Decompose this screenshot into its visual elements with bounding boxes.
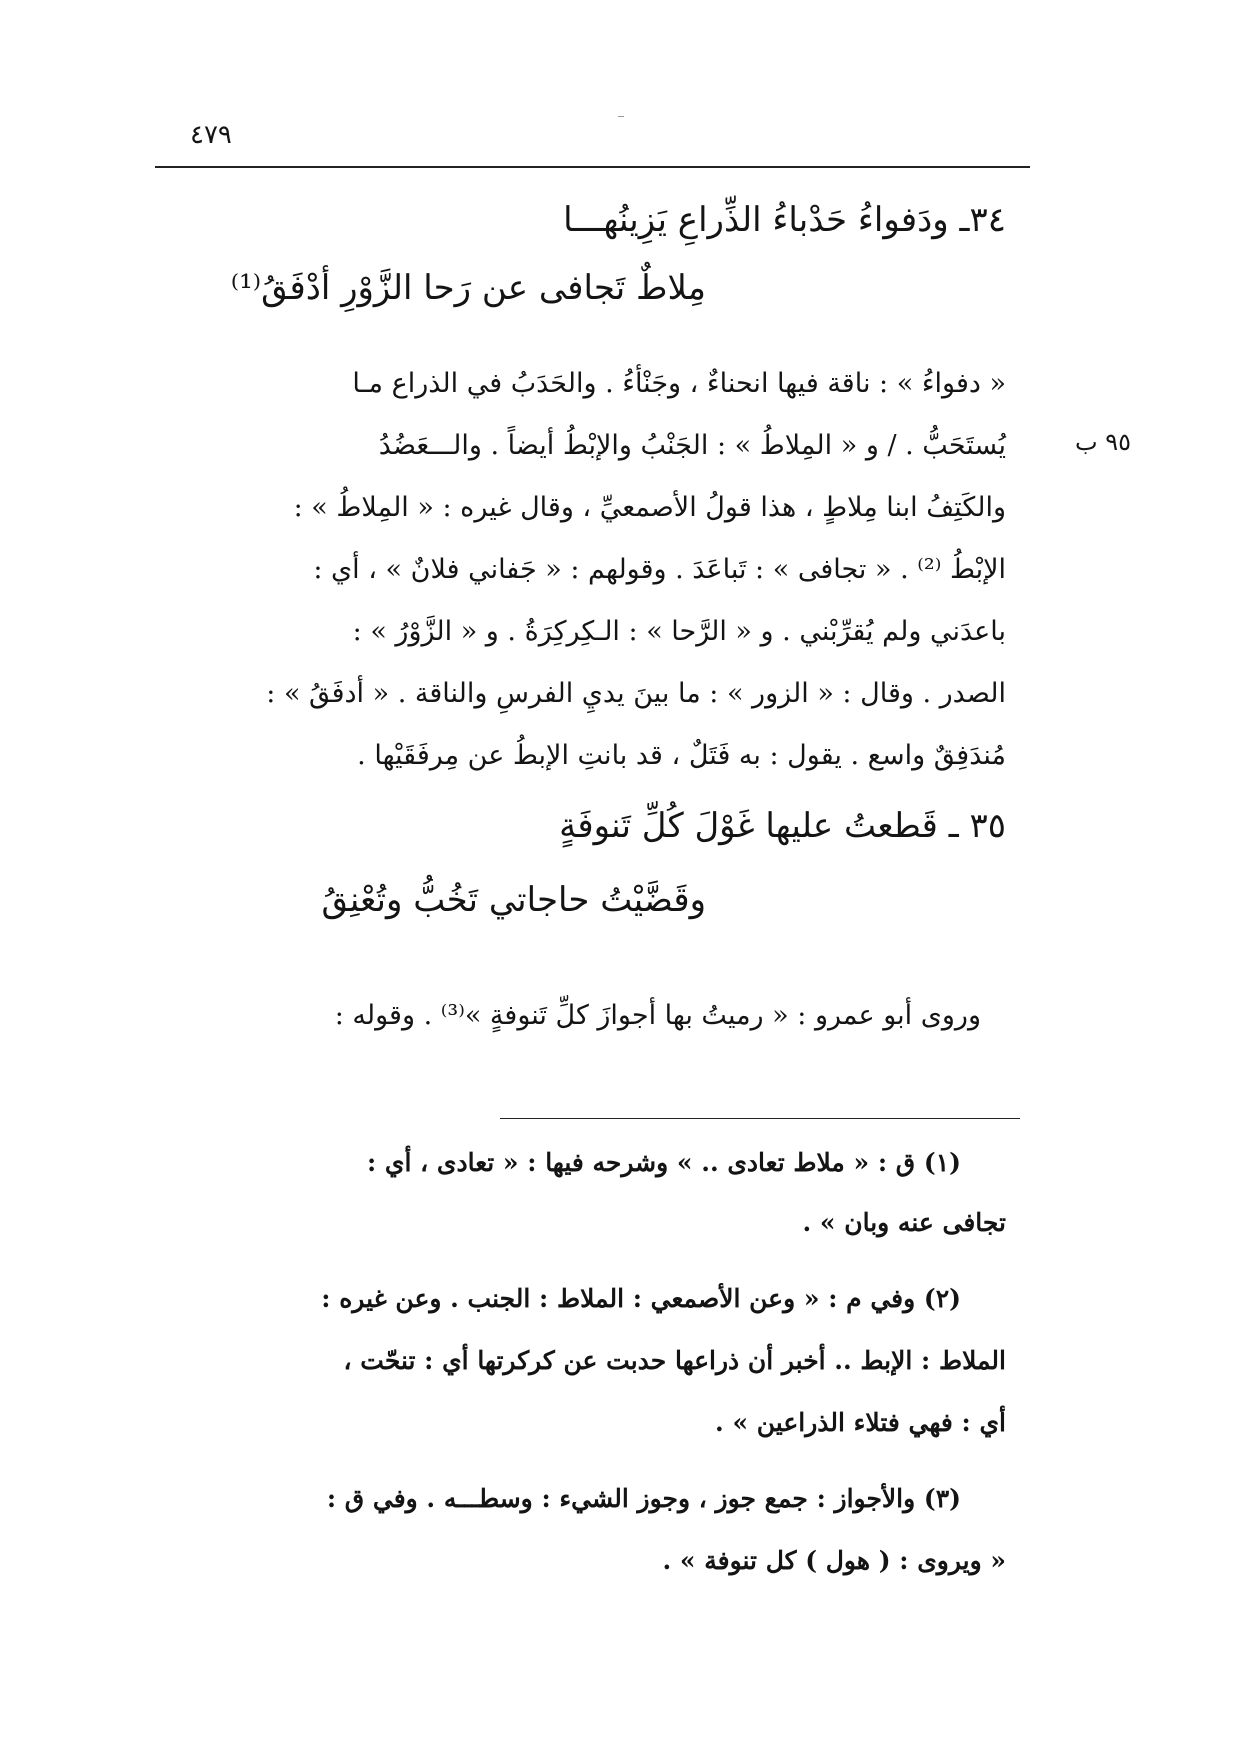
page-number: ٤٧٩	[190, 120, 232, 150]
commentary-line: الصدر . وقال : « الزور » : ما بينَ يديِ الفرسِ والناقة . « أدفَقُ » :	[266, 678, 1006, 709]
verse-34-second-hemistich: مِلاطٌ تَجافى عن رَحا الزَّوْرِ أدْفَقُ⁽¹⁾	[230, 268, 706, 308]
commentary-line: يُستَحَبُّ . / و « المِلاطُ » : الجَنْبُ والإبْطُ أيضاً . والـــعَضُدُ	[378, 430, 1006, 461]
footnote-2-line-1: (٢) وفي م : « وعن الأصمعي : الملاط : الجنب . وعن غيره :	[321, 1284, 961, 1313]
commentary-line: الإبْطُ ⁽²⁾ . « تجافى » : تَباعَدَ . وقولهم : « جَفاني فلانٌ » ، أي :	[313, 554, 1006, 585]
commentary-line: باعدَني ولم يُقرِّبْني . و « الرَّحا » : الـكِركِرَةُ . و « الزَّوْرُ » :	[352, 616, 1006, 647]
footnote-3-line-1: (٣) والأجواز : جمع جوز ، وجوز الشيء : وسطـــه . وفي ق :	[326, 1484, 961, 1513]
footnote-2-line-2: الملاط : الإبط .. أخبر أن ذراعها حدبت عن كركرتها أي : تنحّت ،	[343, 1346, 1006, 1375]
footnote-rule	[500, 1118, 1020, 1119]
verse-35-first-hemistich: ٣٥ ـ قَطعتُ عليها غَوْلَ كُلِّ تَنوفَةٍ	[559, 806, 1006, 846]
footnote-2-line-3: أي : فهي فتلاء الذراعين » .	[715, 1408, 1006, 1437]
riwaya-line: وروى أبو عمرو : « رميتُ بها أجوازَ كلِّ تَنوفةٍ »⁽³⁾ . وقوله :	[334, 1000, 981, 1031]
footnote-1-line-2: تجافى عنه وبان » .	[802, 1208, 1006, 1237]
verse-35-second-hemistich: وقَضَّيْتُ حاجاتي تَخُبُّ وتُعْنِقُ	[321, 880, 706, 920]
footnote-3-line-2: « ويروى : ( هول ) كل تنوفة » .	[662, 1546, 1006, 1575]
commentary-line: مُندَفِقٌ واسع . يقول : به فَتَلٌ ، قد بانتِ الإبطُ عن مِرفَقَيْها .	[357, 740, 1006, 771]
footnote-1-line-1: (١) ق : « ملاط تعادى .. » وشرحه فيها : « تعادى ، أي :	[366, 1148, 961, 1177]
commentary-line: والكَتِفُ ابنا مِلاطٍ ، هذا قولُ الأصمعيِّ ، وقال غيره : « المِلاطُ » :	[293, 492, 1006, 523]
faint-mark	[618, 116, 624, 117]
margin-reference: ٩٥ ب	[1075, 428, 1132, 456]
verse-34-first-hemistich: ٣٤ـ ودَفواءُ حَدْباءُ الذِّراعِ يَزِينُهـــا	[563, 200, 1006, 240]
header-rule	[155, 166, 1030, 168]
commentary-line: « دفواءُ » : ناقة فيها انحناءٌ ، وجَنْأءُ . والحَدَبُ في الذراع مـا	[352, 368, 1006, 399]
